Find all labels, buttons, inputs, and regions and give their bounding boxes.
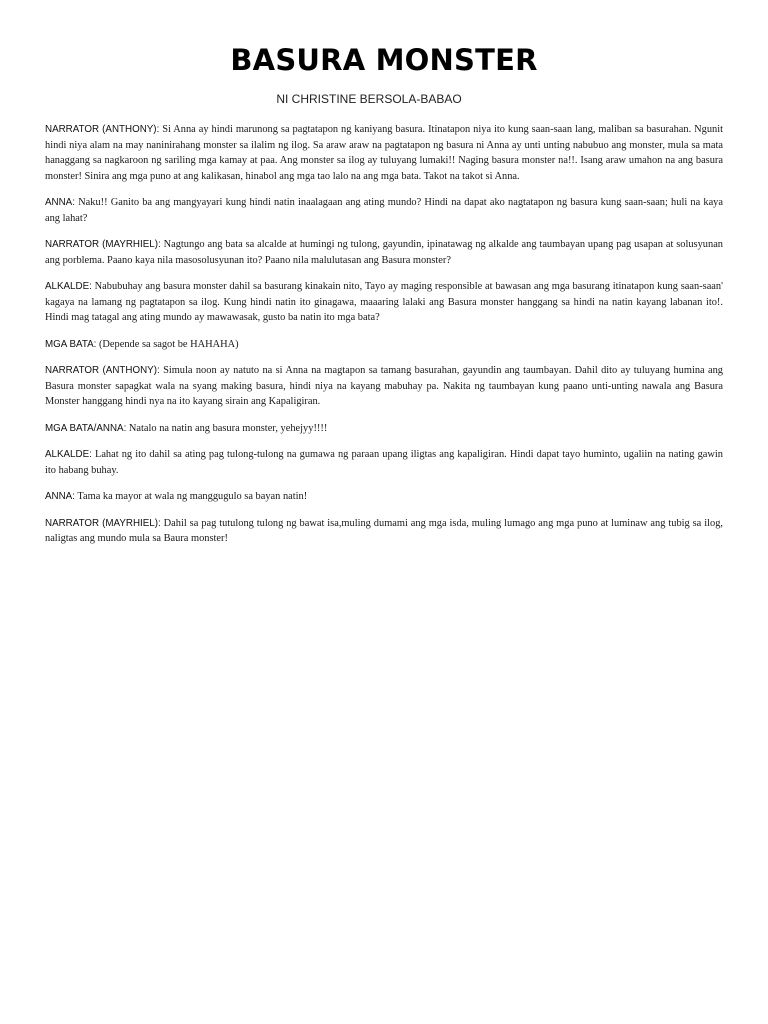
dialogue-paragraph xyxy=(45,237,723,268)
speaker-label: ALKALDE: xyxy=(45,449,92,460)
dialogue-text: Si Anna ay hindi marunong sa pagtatapon ng kaniyang basura. Itinatapon niya ito kung saan-saan lang, maliban sa basurahan. Ngunit hindi niya alam na may naninirahang monster sa ilalim ng ilog. Sa araw araw na pagtatapon ng basura ni Anna ay unti unting nabubuo ang monster, mula sa mata hanaggang sa nagkaroon ng sariling mga kamay at paa. Ang monster sa ilog ay tuluyang lumaki!! Naging basura monster na!!. Isang araw umahon na ang basura monster! Sinira ang mga puno at ang kalikasan, hinabol ang mga tao lalo na ang mga bata. Takot na takot si Anna. xyxy=(45,124,723,182)
dialogue-text: Tama ka mayor at wala ng manggugulo sa bayan natin! xyxy=(77,491,308,502)
speaker-label: ANNA: xyxy=(45,491,75,502)
dialogue-paragraph xyxy=(45,279,723,326)
dialogue-text: Dahil sa pag tutulong tulong ng bawat isa,muling dumami ang mga isda, muling lumago ang mga puno at luminaw ang tubig sa ilog, naligtas ang mundo mula sa Baura monster! xyxy=(45,517,723,544)
dialogue-paragraph xyxy=(45,516,723,547)
dialogue-paragraph xyxy=(45,337,723,353)
dialogue-text: Nabubuhay ang basura monster dahil sa basurang kinakain nito, Tayo ay maging responsible at bawasan ang mga basurang itinatapon kung saan-saan' kagaya na lamang ng pagtatapon sa ilog. Kung hindi natin ito ginagawa, maaaring lalaki ang Basura monster hanggang sa hindi na natin kayang labanan ito!. Hindi mag tatagal ang ating mundo ay mawawasak, gusto ba natin ito mga bata? xyxy=(45,281,723,323)
speaker-label: ALKALDE: xyxy=(45,281,92,292)
speaker-label: MGA BATA: xyxy=(45,338,97,350)
document-author: NI CHRISTINE BERSOLA-BABAO xyxy=(276,92,462,106)
document-title: BASURA MONSTER xyxy=(230,43,538,77)
dialogue-paragraph xyxy=(45,122,723,184)
speaker-label: NARRATOR (MAYRHIEL): xyxy=(45,517,161,529)
speaker-label: ANNA: xyxy=(45,197,75,208)
dialogue-paragraph xyxy=(45,421,723,437)
speaker-label: NARRATOR (ANTHONY): xyxy=(45,365,160,376)
dialogue-text: Lahat ng ito dahil sa ating pag tulong-tulong na gumawa ng paraan upang iligtas ang kapaligiran. Hindi dapat tayo huminto, ugaliin na nating gawin ito habang buhay. xyxy=(45,449,723,476)
dialogue-paragraph xyxy=(45,363,723,410)
dialogue-paragraph xyxy=(45,447,723,478)
dialogue-text: Simula noon ay natuto na si Anna na magtapon sa tamang basurahan, gayundin ang taumbayan. Dahil dito ay tuluyang humina ang Basura monster sapagkat wala na syang making basura, hindi niya na kayang mabuhay pa. Nakita ng taumbayan kung paano unti-unting nawala ang Basura Monster hanggang hindi nya na ito kayang sirain ang Kapaligiran. xyxy=(45,365,723,407)
dialogue-text: Nagtungo ang bata sa alcalde at humingi ng tulong, gayundin, ipinatawag ng alkalde ang taumbayan upang pag usapan at solusyunan ang porblema. Paano kaya nila masosolusyunan ito? Paano nila malulutasan ang Basura monster? xyxy=(45,239,723,266)
dialogue-paragraph xyxy=(45,195,723,226)
dialogue-text: Natalo na natin ang basura monster, yehejyy!!!! xyxy=(128,422,328,434)
speaker-label: NARRATOR (MAYRHIEL): xyxy=(45,239,161,250)
dialogue-text: Naku!! Ganito ba ang mangyayari kung hindi natin inaalagaan ang ating mundo? Hindi na dapat ako nagtatapon ng basura kung saan-saan; huli na kaya ang lahat? xyxy=(45,197,723,224)
dialogue-text: (Depende sa sagot be HAHAHA) xyxy=(98,338,239,350)
speaker-label: MGA BATA/ANNA: xyxy=(45,422,127,434)
speaker-label: NARRATOR (ANTHONY): xyxy=(45,124,160,135)
dialogue-paragraph xyxy=(45,489,723,505)
